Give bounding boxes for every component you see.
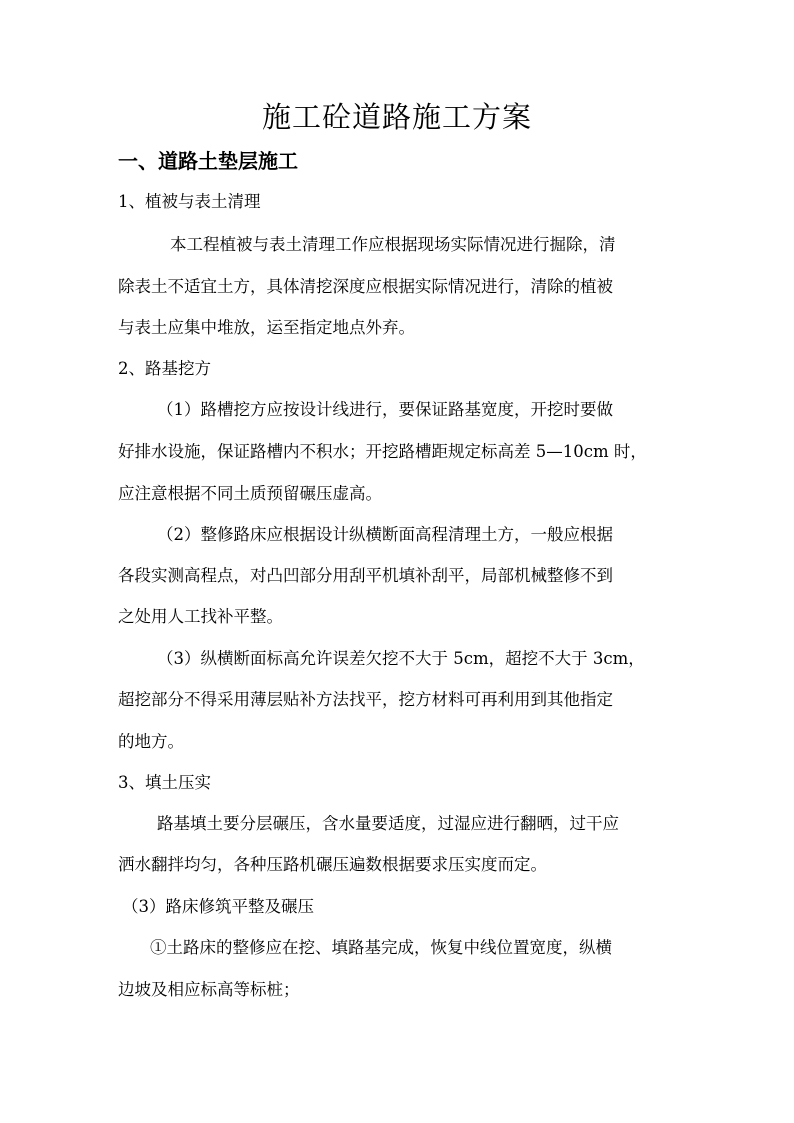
- sub-heading: （3）路床修筑平整及碾压: [122, 897, 314, 916]
- paragraph-line: 除表土不适宜土方，具体清挖深度应根据实际情况进行，清除的植被: [118, 277, 613, 296]
- document-title: 施工砼道路施工方案: [261, 100, 532, 134]
- paragraph-line: （1）路槽挖方应按设计线进行，要保证路基宽度，开挖时要做: [157, 400, 613, 419]
- paragraph-line: 应注意根据不同土质预留碾压虚高。: [118, 484, 382, 503]
- paragraph-line: 各段实测高程点，对凸凹部分用刮平机填补刮平，局部机械整修不到: [118, 566, 613, 585]
- paragraph-line: 路基填土要分层碾压，含水量要适度，过湿应进行翻晒，过干应: [157, 814, 619, 833]
- section-heading: 一、道路土垫层施工: [118, 149, 298, 173]
- paragraph-line: （3）纵横断面标高允许误差欠挖不大于 5cm，超挖不大于 3cm，: [157, 649, 645, 668]
- paragraph-line: ①土路床的整修应在挖、填路基完成，恢复中线位置宽度，纵横: [150, 938, 612, 957]
- paragraph-line: 的地方。: [118, 732, 184, 751]
- paragraph-line: （2）整修路床应根据设计纵横断面高程清理土方，一般应根据: [157, 525, 613, 544]
- paragraph-line: 边坡及相应标高等标桩；: [118, 980, 300, 999]
- paragraph-line: 好排水设施，保证路槽内不积水；开挖路槽距规定标高差 5—10cm 时，: [118, 442, 647, 461]
- paragraph-line: 本工程植被与表土清理工作应根据现场实际情况进行掘除，清: [170, 235, 616, 254]
- paragraph-line: 洒水翻拌均匀，各种压路机碾压遍数根据要求压实度而定。: [118, 855, 547, 874]
- paragraph-line: 超挖部分不得采用薄层贴补方法找平，挖方材料可再利用到其他指定: [118, 690, 613, 709]
- item-heading-1: 1、植被与表土清理: [118, 192, 261, 211]
- paragraph-line: 与表土应集中堆放，运至指定地点外弃。: [118, 318, 415, 337]
- item-heading-2: 2、路基挖方: [118, 359, 211, 378]
- paragraph-line: 之处用人工找补平整。: [118, 607, 283, 626]
- item-heading-3: 3、填土压实: [118, 773, 211, 792]
